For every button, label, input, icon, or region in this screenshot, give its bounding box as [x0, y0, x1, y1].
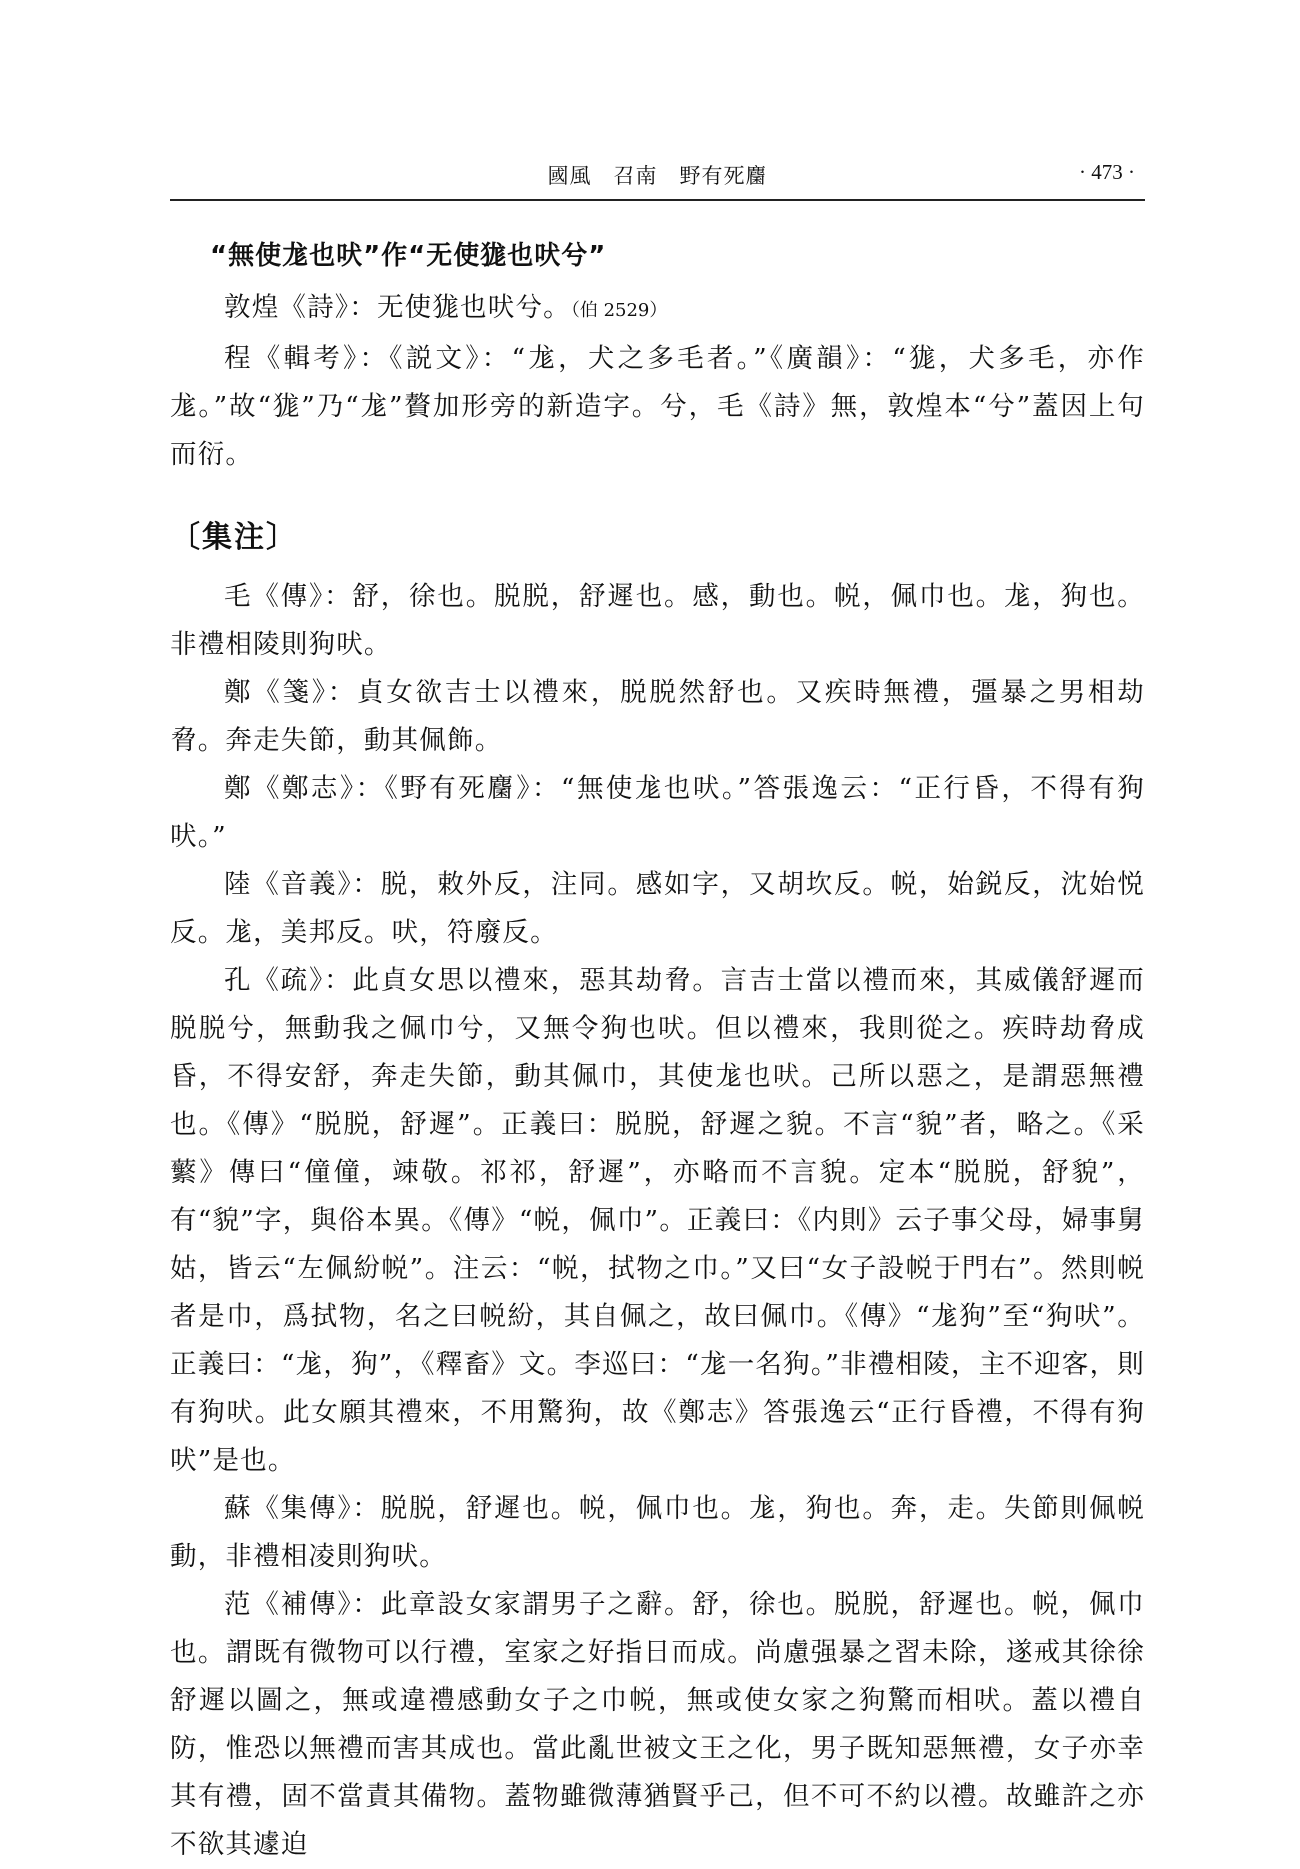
page-header: [170, 160, 1145, 196]
commentary-paragraph: 鄭《鄭志》：《野有死麕》：“無使尨也吠。”答張逸云：“正行昏，不得有狗吠。”: [170, 773, 1145, 852]
commentary-paragraph: 毛《傳》：舒，徐也。脱脱，舒遲也。感，動也。帨，佩巾也。尨，狗也。非禮相陵則狗吠。: [170, 581, 1145, 660]
commentary-paragraph: 蘇《集傳》：脱脱，舒遲也。帨，佩巾也。尨，狗也。奔，走。失節則佩帨動，非禮相凌則狗吠。: [170, 1493, 1145, 1572]
page-number: · 473 ·: [1079, 160, 1135, 184]
source-note: （伯 2529）: [570, 300, 668, 321]
variant-paragraph: 程《輯考》：《説文》：“尨，犬之多毛者。”《廣韻》：“狵，犬多毛，亦作尨。”故“狵”乃“尨”贅加形旁的新造字。兮，毛《詩》無，敦煌本“兮”蓋因上句而衍。: [170, 343, 1145, 470]
header-rule: [170, 199, 1145, 201]
commentary-paragraph: 鄭《箋》：貞女欲吉士以禮來，脱脱然舒也。又疾時無禮，彊暴之男相劫脅。奔走失節，動其佩飾。: [170, 677, 1145, 756]
commentary-paragraph: 孔《疏》：此貞女思以禮來，惡其劫脅。言吉士當以禮而來，其威儀舒遲而脱脱兮，無動我之佩巾兮，又無令狗也吠。但以禮來，我則從之。疾時劫脅成昏，不得安舒，奔走失節，動其佩巾，其使尨也吠。己所以惡之，是謂惡無禮也。《傳》“脱脱，舒遲”。正義曰：脱脱，舒遲之貌。不言“貌”者，略之。《采蘩》傳曰“僮僮，竦敬。祁祁，舒遲”，亦略而不言貌。定本“脱脱，舒貌”，有“貌”字，與俗本異。《傳》“帨，佩巾”。正義曰：《内則》云子事父母，婦事舅姑，皆云“左佩紛帨”。注云：“帨，拭物之巾。”又曰“女子設帨于門右”。然則帨者是巾，爲拭物，名之曰帨紛，其自佩之，故曰佩巾。《傳》“尨狗”至“狗吠”。正義曰：“尨，狗”，《釋畜》文。李巡曰：“尨一名狗。”非禮相陵，主不迎客，則有狗吠。此女願其禮來，不用驚狗，故《鄭志》答張逸云“正行昏禮，不得有狗吠”是也。: [170, 965, 1145, 1476]
variant-paragraph-text: 敦煌《詩》：无使狵也吠兮。: [224, 292, 571, 323]
section-heading: 〔集注〕: [170, 520, 298, 555]
commentary-paragraph: 范《補傳》：此章設女家謂男子之辭。舒，徐也。脱脱，舒遲也。帨，佩巾也。謂既有微物可以行禮，室家之好指日而成。尚慮强暴之習未除，遂戒其徐徐舒遲以圖之，無或違禮感動女子之巾帨，無或使女家之狗驚而相吠。蓋以禮自防，惟恐以無禮而害其成也。當此亂世被文王之化，男子既知惡無禮，女子亦幸其有禮，固不當責其備物。蓋物雖微薄猶賢乎己，但不可不約以禮。故雖許之亦不欲其遽迫: [170, 1589, 1145, 1860]
variant-heading: “無使尨也吠”作“无使狵也吠兮”: [210, 241, 607, 271]
commentary-paragraph: 陸《音義》：脱，敕外反，注同。感如字，又胡坎反。帨，始鋭反，沈始悦反。尨，美邦反。吠，符廢反。: [170, 869, 1145, 948]
main-content: [170, 236, 1145, 1869]
running-head: 國風 召南 野有死麕: [547, 164, 768, 188]
variant-paragraph: [170, 284, 1145, 335]
